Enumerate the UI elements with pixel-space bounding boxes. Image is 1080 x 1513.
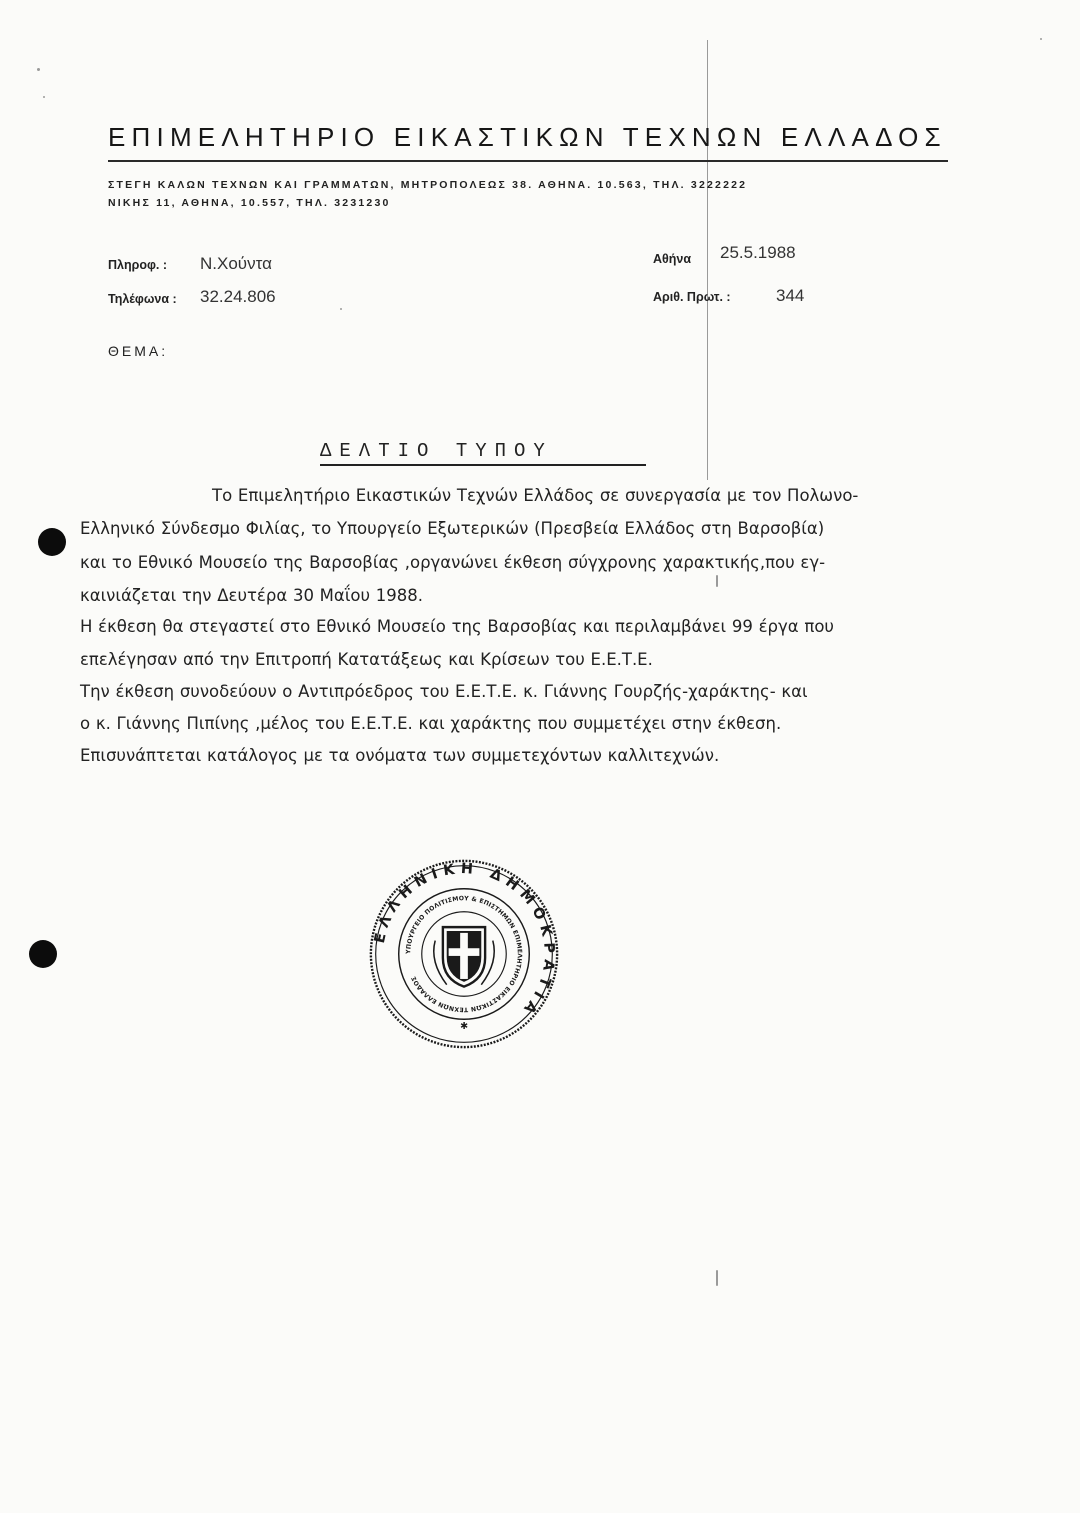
punch-hole-bottom (29, 940, 57, 968)
stamp-seal-graphic (368, 858, 560, 1050)
svg-text:ΕΛΛΗΝΙΚΗ ΔΗΜΟΚΡΑΤΙΑ: ΕΛΛΗΝΙΚΗ ΔΗΜΟΚΡΑΤΙΑ (371, 860, 557, 1021)
organization-name: ΕΠΙΜΕΛΗΤΗΡΙΟ ΕΙΚΑΣΤΙΚΩΝ ΤΕΧΝΩΝ ΕΛΛΑΔΟΣ (108, 122, 947, 152)
phone-label: Τηλέφωνα : (108, 292, 177, 306)
official-stamp (368, 858, 560, 1050)
svg-text:ΥΠΟΥΡΓΕΙΟ ΠΟΛΙΤΙΣΜΟΥ & ΕΠΙΣΤΗΜ: ΥΠΟΥΡΓΕΙΟ ΠΟΛΙΤΙΣΜΟΥ & ΕΠΙΣΤΗΜΩΝ ΕΠΙΜΕΛΗΤΗΡΙΟ ΕΙΚΑΣΤΙΚΩΝ ΤΕΧΝΩΝ ΕΛΛΑΔΟΣ (405, 895, 523, 1013)
protocol-label: Αριθ. Πρωτ. : (653, 290, 731, 304)
svg-text:✱: ✱ (459, 1020, 469, 1032)
body-line: επελέγησαν από την Επιτροπή Κατατάξεως και Κρίσεων του Ε.Ε.Τ.Ε. (80, 650, 653, 669)
scan-speck (1040, 38, 1042, 40)
body-line: ο κ. Γιάννης Πιπίνης ,μέλος του Ε.Ε.Τ.Ε. και χαράκτης που συμμετέχει στην έκθεση. (80, 714, 782, 733)
phone-value: 32.24.806 (200, 287, 276, 306)
body-line: Το Επιμελητήριο Εικαστικών Τεχνών Ελλάδος σε συνεργασία με τον Πολωνο- (212, 486, 859, 505)
subject-label: ΘΕΜΑ: (108, 343, 169, 359)
info-value: Ν.Χούντα (200, 254, 272, 273)
address-line-1: ΣΤΕΓΗ ΚΑΛΩΝ ΤΕΧΝΩΝ ΚΑΙ ΓΡΑΜΜΑΤΩΝ, ΜΗΤΡΟΠΟΛΕΩΣ 38. ΑΘΗΝΑ. 10.563, ΤΗΛ. 3222222 (108, 179, 748, 191)
header-rule (108, 160, 948, 162)
city-label: Αθήνα (653, 252, 692, 266)
coat-of-arms-icon (434, 927, 494, 987)
scan-speck (43, 96, 45, 98)
title-underline (320, 464, 646, 466)
info-label: Πληροφ. : (108, 258, 168, 272)
body-line: Επισυνάπτεται κατάλογος με τα ονόματα των συμμετεχόντων καλλιτεχνών. (80, 746, 720, 765)
scan-speck (37, 68, 40, 71)
body-line: καινιάζεται την Δευτέρα 30 Μαΐου 1988. (80, 586, 424, 605)
protocol-value: 344 (776, 286, 805, 305)
scan-fold-line (707, 40, 708, 480)
address-line-2: ΝΙΚΗΣ 11, ΑΘΗΝΑ, 10.557, ΤΗΛ. 3231230 (108, 197, 391, 209)
scan-speck (716, 1270, 718, 1286)
scan-speck (340, 308, 342, 310)
date-value: 25.5.1988 (720, 243, 796, 262)
body-line: Η έκθεση θα στεγαστεί στο Εθνικό Μουσείο της Βαρσοβίας και περιλαμβάνει 99 έργα που (80, 617, 834, 636)
scan-speck (716, 575, 718, 587)
body-line: και το Εθνικό Μουσείο της Βαρσοβίας ,οργανώνει έκθεση σύγχρονης χαρακτικής,που εγ- (80, 553, 826, 572)
punch-hole-top (38, 528, 66, 556)
body-line: Την έκθεση συνοδεύουν ο Αντιπρόεδρος του Ε.Ε.Τ.Ε. κ. Γιάννης Γουρζής-χαράκτης- και (80, 682, 808, 701)
body-line: Ελληνικό Σύνδεσμο Φιλίας, το Υπουργείο Εξωτερικών (Πρεσβεία Ελλάδος στη Βαρσοβία) (80, 519, 825, 538)
document-title: ΔΕΛΤΙΟ ΤΥΠΟΥ (320, 440, 553, 462)
